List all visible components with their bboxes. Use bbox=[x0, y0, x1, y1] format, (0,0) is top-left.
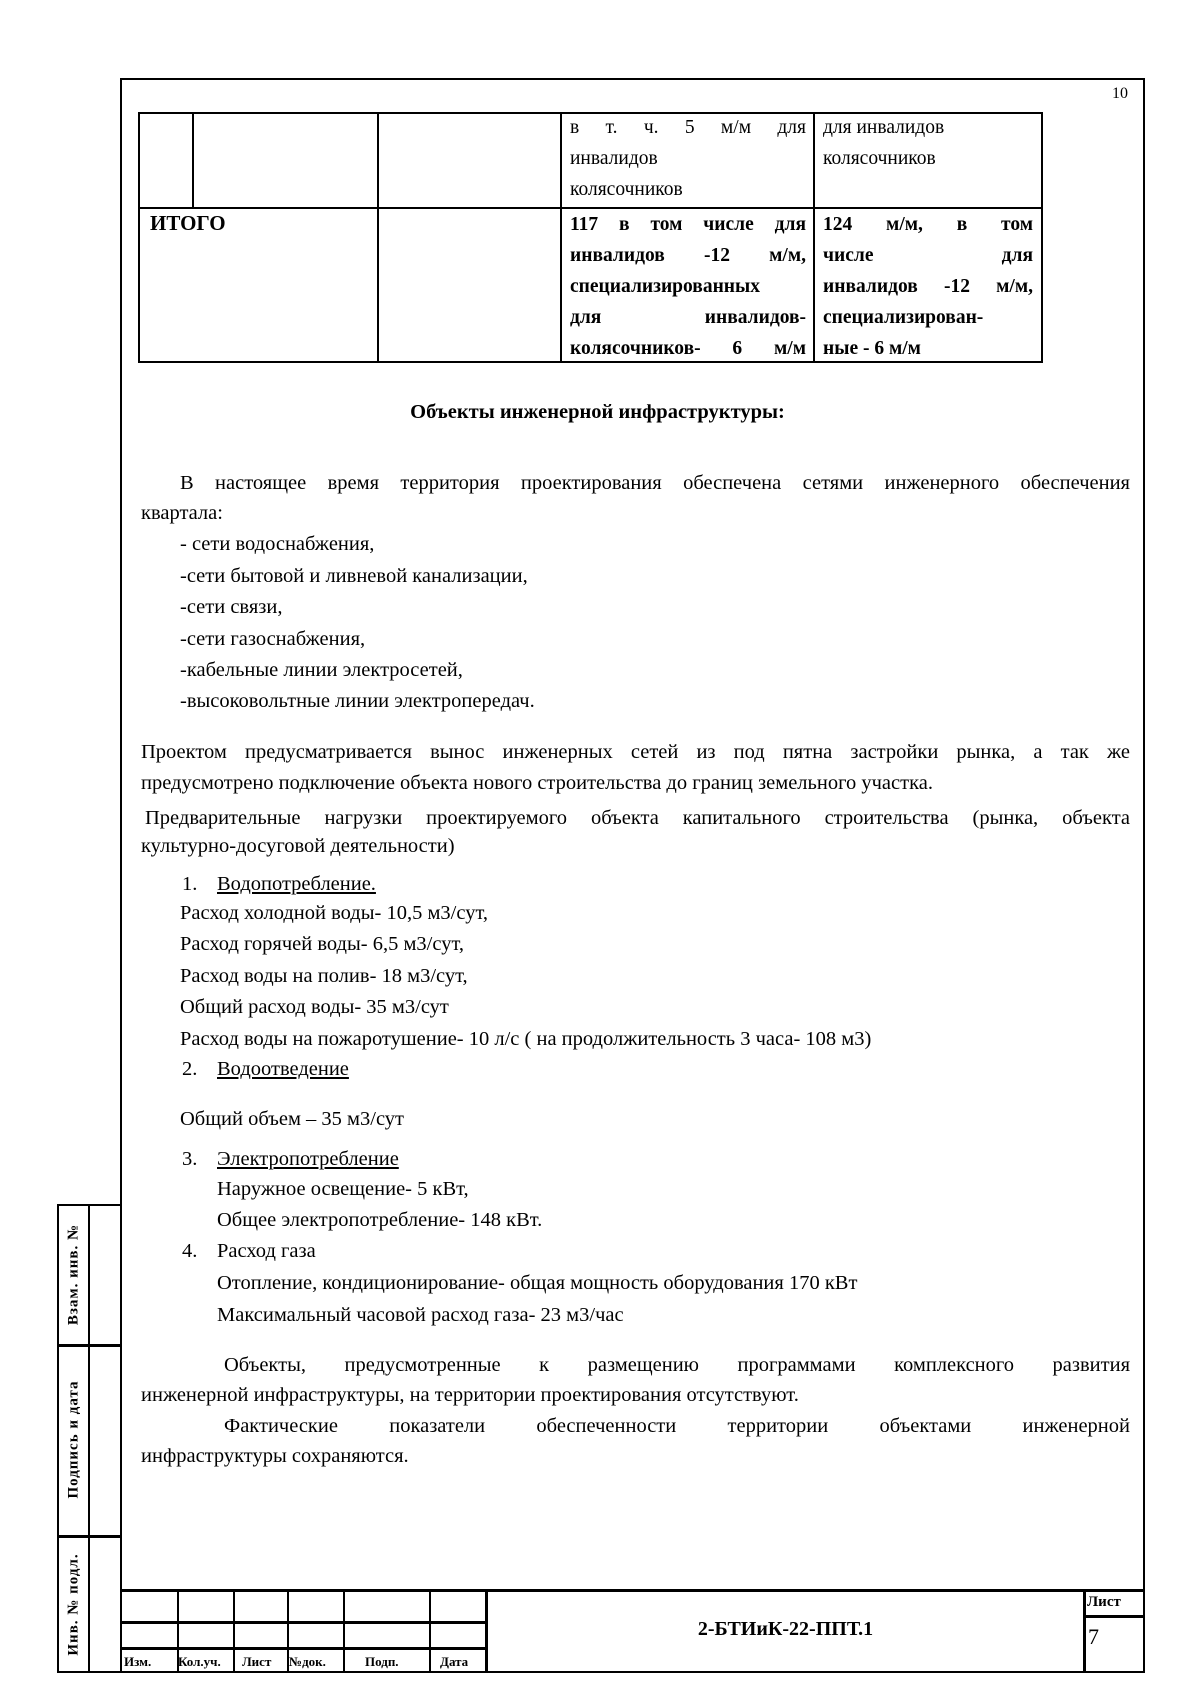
section-line: Общий расход воды- 35 м3/сут bbox=[180, 996, 449, 1018]
cell-line: ные - 6 м/м bbox=[823, 338, 921, 359]
cell-line: колясочников- 6 м/м bbox=[570, 338, 806, 359]
table-col-line bbox=[813, 114, 815, 361]
section-title: Расход газа bbox=[217, 1240, 316, 1262]
paragraph-line: инженерной инфраструктуры, на территории проектирования отсутствуют. bbox=[141, 1384, 799, 1406]
section-title: Электропотребление bbox=[217, 1148, 399, 1170]
paragraph-line: инфраструктуры сохраняются. bbox=[141, 1445, 409, 1467]
title-block-line bbox=[1083, 1592, 1086, 1673]
page-number-top: 10 bbox=[1112, 85, 1128, 102]
section-title: Водоотведение bbox=[217, 1058, 349, 1080]
cell-line: для инвалидов- bbox=[570, 307, 806, 328]
paragraph-line: предусмотрено подключение объекта нового строительства до границ земельного участка. bbox=[141, 772, 933, 794]
list-item: -высоковольтные линии электропередач. bbox=[180, 690, 535, 712]
stamp-label: Взам. инв. № bbox=[65, 1223, 82, 1326]
section-line: Наружное освещение- 5 кВт, bbox=[217, 1178, 469, 1200]
section-line: Общий объем – 35 м3/сут bbox=[180, 1108, 405, 1130]
cell-line: колясочников bbox=[823, 148, 936, 169]
section-number: 3. bbox=[182, 1148, 198, 1170]
parking-table bbox=[138, 112, 1043, 363]
paragraph-line: Проектом предусматривается вынос инженерных сетей из под пятна застройки рынка, а так же bbox=[141, 741, 1130, 763]
stamp-line bbox=[88, 1206, 90, 1671]
sheet-label: Лист bbox=[1087, 1594, 1121, 1610]
side-stamp bbox=[57, 1204, 122, 1673]
cell-line: для инвалидов bbox=[823, 117, 945, 138]
cell-line: специализирован- bbox=[823, 307, 984, 328]
section-line: Расход воды на пожаротушение- 10 л/с ( на продолжительность 3 часа- 108 м3) bbox=[180, 1028, 872, 1050]
section-number: 4. bbox=[182, 1240, 198, 1262]
stamp-label: Подпись и дата bbox=[65, 1380, 82, 1499]
list-item: -сети связи, bbox=[180, 596, 283, 618]
title-block-line bbox=[343, 1592, 345, 1673]
table-cell-row1-col4 bbox=[570, 112, 806, 205]
cell-line: специализированных bbox=[570, 276, 761, 297]
stamp-line bbox=[59, 1344, 122, 1347]
title-block-line bbox=[1083, 1615, 1145, 1618]
table-cell-total-label: ИТОГО bbox=[150, 211, 226, 235]
section-number: 2. bbox=[182, 1058, 198, 1080]
cell-line: инвалидов -12 м/м, bbox=[570, 245, 806, 266]
paragraph-line: Предварительные нагрузки проектируемого объекта капитального строительства (рынка, объекта bbox=[145, 807, 1130, 829]
stamp-label: Инв. № подл. bbox=[65, 1553, 82, 1656]
stamp-line bbox=[59, 1535, 122, 1538]
cell-line: колясочников bbox=[570, 179, 683, 200]
cell-line: в т. ч. 5 м/м для bbox=[570, 117, 806, 138]
paragraph-line: квартала: bbox=[141, 502, 223, 524]
section-title: Водопотребление. bbox=[217, 873, 376, 895]
header-ndok: №док. bbox=[289, 1654, 326, 1669]
section-heading bbox=[0, 400, 1200, 424]
header-podp: Подп. bbox=[365, 1654, 399, 1669]
list-item: -сети газоснабжения, bbox=[180, 628, 366, 650]
cell-line: инвалидов bbox=[570, 148, 658, 169]
table-col-line bbox=[192, 114, 194, 207]
table-cell-row2-col5 bbox=[823, 209, 1033, 364]
table-col-line bbox=[560, 114, 562, 361]
cell-line: 124 м/м, в том bbox=[823, 214, 1033, 235]
table-cell-row2-col4 bbox=[570, 209, 806, 364]
list-item: -кабельные линии электросетей, bbox=[180, 659, 463, 681]
heading-text: Объекты инженерной инфраструктуры: bbox=[410, 401, 785, 423]
paragraph-line: В настоящее время территория проектирования обеспечена сетями инженерного обеспечения bbox=[180, 472, 1130, 494]
header-list: Лист bbox=[242, 1654, 272, 1669]
document-code: 2-БТИиК-22-ППТ.1 bbox=[697, 1618, 874, 1640]
list-item: -сети бытовой и ливневой канализации, bbox=[180, 565, 528, 587]
table-cell-row1-col5 bbox=[823, 112, 1033, 174]
section-line: Общее электропотребление- 148 кВт. bbox=[217, 1209, 543, 1231]
title-block-line bbox=[233, 1592, 235, 1673]
section-line: Расход горячей воды- 6,5 м3/сут, bbox=[180, 933, 464, 955]
title-block bbox=[120, 1589, 1145, 1673]
list-item: - сети водоснабжения, bbox=[180, 533, 375, 555]
header-data: Дата bbox=[440, 1654, 469, 1669]
paragraph-line: культурно-досуговой деятельности) bbox=[141, 835, 455, 857]
paragraph-line: Объекты, предусмотренные к размещению программами комплексного развития bbox=[224, 1354, 1130, 1376]
paragraph-line: Фактические показатели обеспеченности территории объектами инженерной bbox=[224, 1415, 1130, 1437]
title-block-line bbox=[120, 1621, 487, 1624]
section-number: 1. bbox=[182, 873, 198, 895]
sheet-number: 7 bbox=[1088, 1624, 1099, 1649]
section-line: Расход воды на полив- 18 м3/сут, bbox=[180, 965, 468, 987]
table-col-line bbox=[377, 114, 379, 361]
section-line: Расход холодной воды- 10,5 м3/сут, bbox=[180, 902, 488, 924]
section-line: Максимальный часовой расход газа- 23 м3/час bbox=[217, 1304, 624, 1326]
section-line: Отопление, кондиционирование- общая мощность оборудования 170 кВт bbox=[217, 1272, 858, 1294]
header-izm: Изм. bbox=[124, 1654, 152, 1669]
cell-line: инвалидов -12 м/м, bbox=[823, 276, 1033, 297]
title-block-line bbox=[120, 1647, 487, 1650]
title-block-line bbox=[429, 1592, 431, 1673]
cell-line: 117 в том числе для bbox=[570, 214, 806, 235]
cell-line: числе для bbox=[823, 245, 1033, 266]
header-kol-uch: Кол.уч. bbox=[178, 1654, 221, 1669]
